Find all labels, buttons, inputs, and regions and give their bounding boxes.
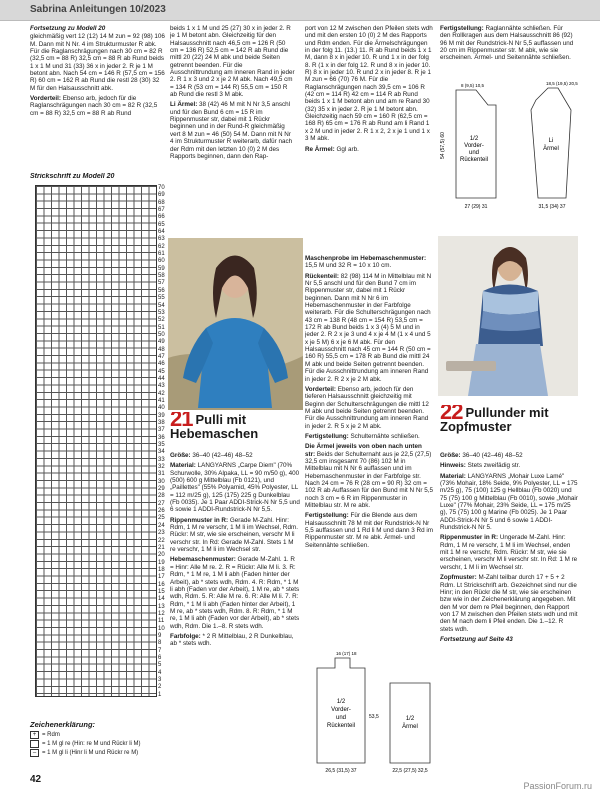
chart-row-number: 54 — [158, 302, 165, 309]
chart-row-number: 46 — [158, 361, 165, 368]
chart-row-number: 25 — [158, 515, 165, 522]
chart-row-number: 65 — [158, 221, 165, 228]
text-paragraph — [440, 25, 575, 62]
subheading: Größe: — [440, 452, 461, 459]
width-label: 27 (29) 31 — [464, 204, 488, 210]
schematic-model-20 — [436, 80, 586, 210]
column-3 — [305, 25, 433, 235]
text-span: Gerade M-Zahl. Hinr: Rdm, 1 M re verschr, 1 M li im Wechsel, Rdm. Rückr: M str, wie sie erscheinen, verschr M li verschr str. In Rd: Gerade M-Zahl. Stets 1 M re verschr, 1 M li im Wechsel str. — [170, 516, 298, 554]
chart-row-number: 33 — [158, 456, 165, 463]
column-5-top — [440, 25, 575, 80]
sleeve-outline — [390, 683, 430, 763]
legend-item — [30, 740, 180, 748]
chart-row-number: 53 — [158, 309, 165, 316]
legend-list — [30, 731, 180, 757]
column-4 — [305, 255, 433, 645]
chart-row-number: 2 — [158, 684, 162, 691]
chart-row-number: 24 — [158, 522, 165, 529]
text-paragraph — [440, 574, 578, 633]
text-paragraph: beids 1 x 1 M und 25 (27) 30 x in jeder 2. R je 1 M betont abn. Gleichzeitig für den Halsausschnitt nach 46,5 cm = 126 R (50 cm = 136 R) 52,5 cm = 142 R ab Rund die mittl 20 (22) 24 M abk und beide Seiten getrennt beenden. Für die Ausschnittrundung am inneren Rand in jeder 2. R 1 x 3 und 2 x je 2 M abk. Nach 49,5 cm = 134 R (53 cm = 144 R) 55,5 cm = 150 R ab Rund die restl 3 M abk. — [170, 25, 295, 99]
width-label: 26,5 (31,5) 37 — [325, 768, 357, 774]
chart-row-number: 7 — [158, 647, 162, 654]
text-paragraph — [170, 517, 300, 554]
body-label-3: und — [335, 715, 347, 721]
side-label: 54 (57,5) 60 — [440, 132, 446, 159]
subheading: Maschenprobe im Hebemaschenmuster: — [305, 255, 427, 262]
subheading: Li Ärmel: — [170, 101, 198, 109]
chart-row-number: 59 — [158, 265, 165, 272]
chart-row-number: 48 — [158, 346, 165, 353]
text-paragraph: gleichmäßig vert 12 (12) 14 M zun = 92 (98) 106 M. Dann mit N Nr. 4 im Strukturmuster R abk. Für die Raglanschrägungen nach 30 cm = 82 R (32,5 cm = 88 R) 32,5 cm = 88 R ab Rund beids 1 x 1 M und 31 (33) 36 x in jeder 2. R je 1 M betont abn. Nach 54 cm = 146 R (57,5 cm = 156 R) 60 cm = 162 R ab Rund die restl 28 (30) 32 M für den Halsausschnitt abk. — [30, 33, 165, 92]
model-22-title-text: Pullunder mit Zopfmuster — [440, 405, 549, 434]
chart-row-number: 13 — [158, 603, 165, 610]
model-22-heading — [440, 405, 580, 445]
chart-row-number: 23 — [158, 530, 165, 537]
chart-row-number: 6 — [158, 655, 162, 661]
text-paragraph — [170, 633, 300, 648]
text-paragraph: port von 12 M zwischen den Pfeilen stets wdh und mit den ersten 10 (0) 2 M des Rapports und Rdm enden. Für die Ärmelschrägungen in der folg 11. (13.) 11. R ab Rund beids 1 x 1 M, dann 8 x in jeder 10. R und 1 x in der folg 8. R (1 x in der folg 12. R und 8 x in jeder 10. R) 8 x in jeder 10. R und 2 x in jeder 8. R je 1 M zun = 66 (70) 76 M. Für die Raglanschrägungen nach 39,5 cm = 106 R (42 cm = 114 R) 42 cm = 114 R ab Rund beids 1 x 1 M betont abn und am re Rand 30 (32) 35 x in jeder 2. R je 1 M betont abn. Gleichzeitig nach 59 cm = 160 R (62,5 cm = 168 R) 65 cm = 176 R ab Rund am li Rand 1 x 2 M und in jeder 2. R 1 x 2, 2 x je 1 und 1 x 3 M abk. — [305, 25, 433, 143]
knitting-chart-grid — [35, 185, 157, 697]
chart-row-number: 44 — [158, 375, 165, 382]
page-header — [0, 0, 600, 21]
chart-row-number: 45 — [158, 368, 165, 375]
text-span: Für die Blende aus dem Halsausschnitt 78 M mit der Rundstrick-N Nr 5,5 auffassen und 1 Rd li M und dann 3 Rd im Rippenmuster str. M re abk. Ärmel- und Seitennähte schließen. — [305, 512, 433, 549]
chart-row-number: 64 — [158, 229, 165, 236]
chart-row-number: 8 — [158, 640, 162, 647]
sleeve-width-label: 31,5 (34) 37 — [538, 204, 566, 210]
legend-text: = 1 M gl re (Hin: re M und Rückr li M) — [42, 741, 141, 747]
text-paragraph — [30, 95, 166, 117]
chart-row-number: 22 — [158, 537, 165, 544]
chart-row-number: 19 — [158, 559, 165, 566]
legend-symbol — [30, 740, 39, 748]
model-21-photo — [168, 238, 303, 410]
text-paragraph — [305, 512, 433, 549]
body-label-2: Vorder- — [331, 707, 351, 713]
text-span: * 2 R Mittelblau, 2 R Dunkelblau, ab * stets wdh. — [170, 632, 294, 648]
text-paragraph — [305, 443, 433, 509]
chart-row-number: 52 — [158, 317, 165, 324]
chart-row-number: 1 — [158, 691, 162, 698]
top-label: 8 (9,5) 10,5 — [461, 83, 485, 88]
subheading: Hebemaschenmuster: — [170, 556, 236, 564]
text-span: 15,5 M und 32 R = 10 x 10 cm. — [305, 262, 392, 270]
chart-row-number: 36 — [158, 434, 165, 441]
model-21-number: 21 — [170, 412, 193, 431]
subheading: Hinweis: — [440, 462, 466, 470]
legend-symbol: – — [30, 749, 39, 757]
chart-row-number: 16 — [158, 581, 165, 588]
text-paragraph — [305, 273, 433, 383]
text-span: LANGYARNS „Carpe Diem" (70% Schurwolle, 30% Alpaka, LL = 90 m/50 g), 400 (500) 600 g Mittelblau (Fb 0121), und „Paillettes" (55% Polyamid, 45% Polyester, LL = 112 m/25 g), 125 (175) 225 g Dunkelblau (Fb 0035). Je 1 Paar ADDI-Strick-N Nr 5,5 und 6 sowie 1 ADDI-Rundstrick-N Nr 5,5. — [170, 462, 300, 514]
text-span: 38 (42) 46 M mit N Nr 3,5 anschl und für den Bund 6 cm = 15 R im Rippenmuster str, dabei mit 1 Rückr beginnen und in der Rund-R gleichmäßig vert 8 M zun = 46 (50) 54 M. Dann mit N Nr 4 im Strukturmuster R weiterarb, dafür nach der Rdm mit den letzten 10 (0) 2 M des Rapports beginnen, dann den Rap- — [170, 101, 293, 160]
chart-row-number: 4 — [158, 669, 162, 676]
chart-row-number: 20 — [158, 552, 165, 559]
side-label: 53,5 — [369, 714, 379, 720]
chart-row-number: 56 — [158, 287, 165, 294]
legend-text: = 1 M gl li (Hinr li M und Rückr re M) — [42, 750, 139, 756]
body-label-1: 1/2 — [336, 699, 346, 705]
chart-row-number: 66 — [158, 214, 165, 221]
chart-row-number: 43 — [158, 383, 165, 390]
sleeve-top-label: 18,5 (19,5) 20,5 — [546, 81, 578, 86]
body-label-4: Rückenteil — [326, 723, 356, 729]
text-span: 82 (98) 114 M in Mittelblau mit N Nr 5,5 anschl und für den Bund 7 cm im Rippenmuster str, dabei mit 1 Rückr beginnen. Dann mit N Nr 6 im Hebemaschenmuster in der Farbfolge weiterarb. Für die Schulterschrägungen nach 43 cm = 138 R (48 cm = 154 R) 53,5 cm = 172 R ab Bund beids 1 x 3 (4) 5 M und in jeder 2. R 2 x je 3 und 4 x je 4 M (1 x 4 und 5 x je 5 M) 6 x je 6 M abk. Für den Halsausschnitt nach 45 cm = 144 R (50 cm = 160 R) 55,5 cm = 178 R ab Bund die mittl 24 M abk und beide Seiten getrennt beenden. Für die Ausschnittrundung am inneren Rand in jeder 2. R 2 x je 2 M abk. — [305, 272, 432, 383]
text-paragraph — [170, 101, 295, 160]
subheading: Re Ärmel: — [305, 145, 335, 153]
body-label-1: 1/2 — [469, 136, 479, 142]
chart-row-number: 49 — [158, 339, 165, 346]
text-paragraph — [440, 473, 578, 532]
model-21-title — [170, 412, 300, 441]
schematic-model-21 — [305, 648, 440, 776]
sleeve-width-label: 22,5 (27,5) 32,5 — [392, 768, 428, 774]
chart-row-number: 68 — [158, 199, 165, 206]
legend — [30, 720, 180, 758]
body-label-2: Vorder- — [464, 143, 484, 149]
chart-row-number: 50 — [158, 331, 165, 338]
sleeve-label-1: 1/2 — [405, 716, 415, 722]
chart-row-number: 31 — [158, 471, 165, 478]
chart-row-number: 67 — [158, 207, 165, 214]
subheading: Rippenmuster in R: — [440, 534, 499, 542]
legend-item — [30, 749, 180, 757]
text-span: 36–40 (42–46) 48–52 — [190, 452, 253, 459]
text-span: Schulternähte schließen. — [348, 432, 420, 440]
text-span: Beids der Schulternaht aus je 22,5 (27,5) 32,5 cm insgesamt 70 (86) 102 M in Mittelblau mit N Nr 6 auffassen und im Hebemaschenmuster in der Farbfolge str. Nach 24 cm = 76 R (28 cm = 90 R) 32 cm = 102 R ab Auffassen für den Bund mit N Nr 5,5 noch 3 cm = 6 R im Rippenmuster in Mittelblau str. M re abk. — [305, 450, 433, 509]
model-21-title-text: Pulli mit Hebemaschen — [170, 412, 259, 441]
text-span: 36–40 (42–46) 48–52 — [460, 452, 523, 459]
chart-row-number: 17 — [158, 574, 165, 581]
watermark: PassionForum.ru — [523, 781, 592, 791]
chart-row-number: 42 — [158, 390, 165, 397]
chart-row-number: 14 — [158, 596, 165, 603]
chart-row-number: 29 — [158, 486, 165, 493]
text-paragraph — [170, 452, 300, 459]
chart-row-number: 30 — [158, 478, 165, 485]
text-span: Ggl arb. — [334, 145, 359, 153]
top-label: 16 (17) 18 — [336, 651, 357, 656]
text-span: LANGYARNS „Mohair Luxe Lamé" (73% Mohair, 18% Seide, 9% Polyester, LL = 175 m/25 g), 75 (100) 125 g Hellblau (Fb 0020) und 75 (75) 100 g Mittelblau (Fb 0010), sowie „Mohair Luxe" (77% Mohair, 23% Seide, LL = 175 m/25 g), 75 (75) 100 g Marine (Fb 0025). Je 1 Paar ADDI-Strick-N Nr 5 und 6 sowie 1 ADDI-Rundstrick-N Nr 5. — [440, 472, 578, 532]
text-span: M-Zahl teilbar durch 17 + 5 + 2 Rdm. Lt Strickschrift arb. Gezeichnet sind nur die Hinr; in den Rückr die M str, wie sie erscheinen bzw wie in der Zeichenerklärung angegeben. Mit den M vor dem re Pfeil beginnen, den Rapport von 17 M zwischen den Pfeilen stets wdh und mit den M nach dem li Pfeil enden. Die 1.–12. R stets wdh. — [440, 574, 578, 633]
model-21-heading — [170, 412, 300, 452]
chart-row-number: 58 — [158, 273, 165, 280]
text-paragraph — [305, 433, 433, 440]
subheading: Fertigstellung: — [305, 512, 349, 520]
sleeve-label-2: Ärmel — [402, 724, 418, 730]
chart-row-number: 61 — [158, 251, 165, 258]
continuation-label: Fortsetzung zu Modell 20 — [30, 25, 106, 32]
text-span: Gerade M-Zahl. 1. R = Hinr: Alle M re. 2. R = Rückr: Alle M li. 3. R: Rdm, * 1 M re, 1 M li abh (Faden hinter der Arbeit), ab * stets wdh, Rdm. 4. R: Rdm, * 1 M li abh (Faden vor der Arbeit), 1 M re, ab * stets wdh, Rdm. 5. R: Alle M re. 6. R: Alle M li. 7. R: Rdm, * 1 M li abh (Faden hinter der Arbeit), 1 M re, ab * stets wdh, Rdm. 8. R: Rdm, * 1 M re, 1 M li abh (Faden vor der Arbeit), ab * stets wdh, Rdm. Die 1.–8. R stets wdh. — [170, 556, 300, 630]
chart-title — [30, 173, 180, 183]
chart-row-number: 70 — [158, 185, 165, 191]
chart-row-number: 34 — [158, 449, 165, 456]
chart-row-number: 57 — [158, 280, 165, 287]
text-paragraph — [170, 556, 300, 629]
chart-row-number: 10 — [158, 625, 165, 632]
subheading: Die Ärmel jeweils von oben nach unten str: — [305, 443, 422, 458]
chart-row-number: 27 — [158, 500, 165, 507]
continue-note: Fortsetzung auf Seite 43 — [440, 635, 513, 643]
subheading: Größe: — [170, 452, 191, 459]
chart-row-number: 69 — [158, 192, 165, 199]
text-span: Ebenso arb, jedoch für den tieferen Halsausschnitt gleichzeitig mit Beginn der Schulterschrägungen die mittl 12 M abk und beide Seiten getrennt beenden. Für die Ausschnittrundung am inneren Rand in jeder 2. R 5 x je 2 M abk. — [305, 385, 429, 430]
chart-row-number: 41 — [158, 397, 165, 404]
chart-row-number: 62 — [158, 243, 165, 250]
text-span: Stets zweifädig str. — [465, 462, 521, 470]
model-22-text — [440, 452, 578, 777]
model-22-number: 22 — [440, 405, 463, 424]
chart-row-number: 26 — [158, 508, 165, 515]
subheading: Material: — [440, 472, 466, 480]
subheading: Rippenmuster in R: — [170, 516, 229, 524]
subheading: Fertigstellung: — [440, 25, 484, 32]
chart-row-number: 32 — [158, 464, 165, 471]
legend-text: = Rdm — [42, 732, 60, 738]
text-span: Ungerade M-Zahl. Hinr: Rdm, 1 M re verschr, 1 M li im Wechsel, enden mit 1 M re verschr, Rdm. Rückr: M str, wie sie erscheinen, verschr M li verschr str. In Rd: 1 M re verschr, 1 M li im Wechsel str. — [440, 534, 578, 571]
chart-row-number: 51 — [158, 324, 165, 331]
chart-row-number: 15 — [158, 588, 165, 595]
chart-row-number: 38 — [158, 420, 165, 426]
column-2 — [170, 25, 295, 235]
text-span: Ebenso arb, jedoch für die Raglanschrägungen nach 30 cm = 82 R (32,5 cm = 88 R) 32,5 cm = 88 R ab Rund — [30, 95, 158, 117]
subheading: Vorderteil: — [30, 95, 62, 103]
text-paragraph — [305, 386, 433, 430]
chart-row-number: 47 — [158, 353, 165, 360]
model-22-title — [440, 405, 580, 434]
sleeve-label-2: Ärmel — [543, 146, 559, 152]
subheading: Farbfolge: — [170, 632, 201, 640]
chart-row-number: 12 — [158, 610, 165, 617]
chart-row-number: 35 — [158, 442, 165, 449]
chart-row-number: 21 — [158, 544, 165, 551]
sleeve-label-1: Li — [548, 138, 554, 144]
chart-row-number: 55 — [158, 295, 165, 302]
chart-row-number: 28 — [158, 493, 165, 500]
chart-row-number: 11 — [158, 618, 165, 625]
subheading: Vorderteil: — [305, 385, 337, 393]
legend-title: Zeichenerklärung: — [30, 720, 96, 729]
chart-row-number: 37 — [158, 427, 165, 434]
text-paragraph — [305, 146, 433, 153]
text-paragraph — [305, 255, 433, 270]
body-label-3: und — [468, 150, 480, 156]
legend-symbol: + — [30, 731, 39, 739]
model-22-photo — [438, 236, 578, 396]
subheading: Material: — [170, 462, 196, 470]
chart-title-text: Strickschrift zu Modell 20 — [30, 173, 115, 180]
subheading: Rückenteil: — [305, 272, 339, 280]
chart-row-number: 3 — [158, 677, 162, 684]
chart-row-number: 9 — [158, 632, 162, 639]
legend-item — [30, 731, 180, 739]
subheading: Zopfmuster: — [440, 574, 477, 582]
text-paragraph — [440, 534, 578, 571]
chart-row-number: 5 — [158, 662, 162, 669]
text-paragraph — [170, 462, 300, 513]
model-21-text — [170, 452, 300, 777]
chart-row-number: 60 — [158, 258, 165, 265]
subheading: Fertigstellung: — [305, 432, 349, 440]
chart-row-number: 63 — [158, 236, 165, 243]
text-paragraph — [440, 462, 578, 469]
header-title: Sabrina Anleitungen 10/2023 — [30, 4, 166, 15]
body-label-4: Rückenteil — [459, 157, 489, 163]
page-number: 42 — [30, 774, 42, 785]
chart-row-number: 40 — [158, 405, 165, 412]
chart-row-number: 18 — [158, 566, 165, 573]
text-paragraph — [440, 452, 578, 459]
column-1 — [30, 25, 166, 175]
chart-row-number: 39 — [158, 412, 165, 419]
text-span: Raglannähte schließen. Für den Rollkragen aus dem Halsausschnitt 86 (92) 96 M mit der Rundstrick-N Nr 5,5 auffassen und 20 cm im Rippenmuster str. M abk, wie sie erscheinen. Ärmel- und Seitennähte schließen. — [440, 25, 574, 62]
